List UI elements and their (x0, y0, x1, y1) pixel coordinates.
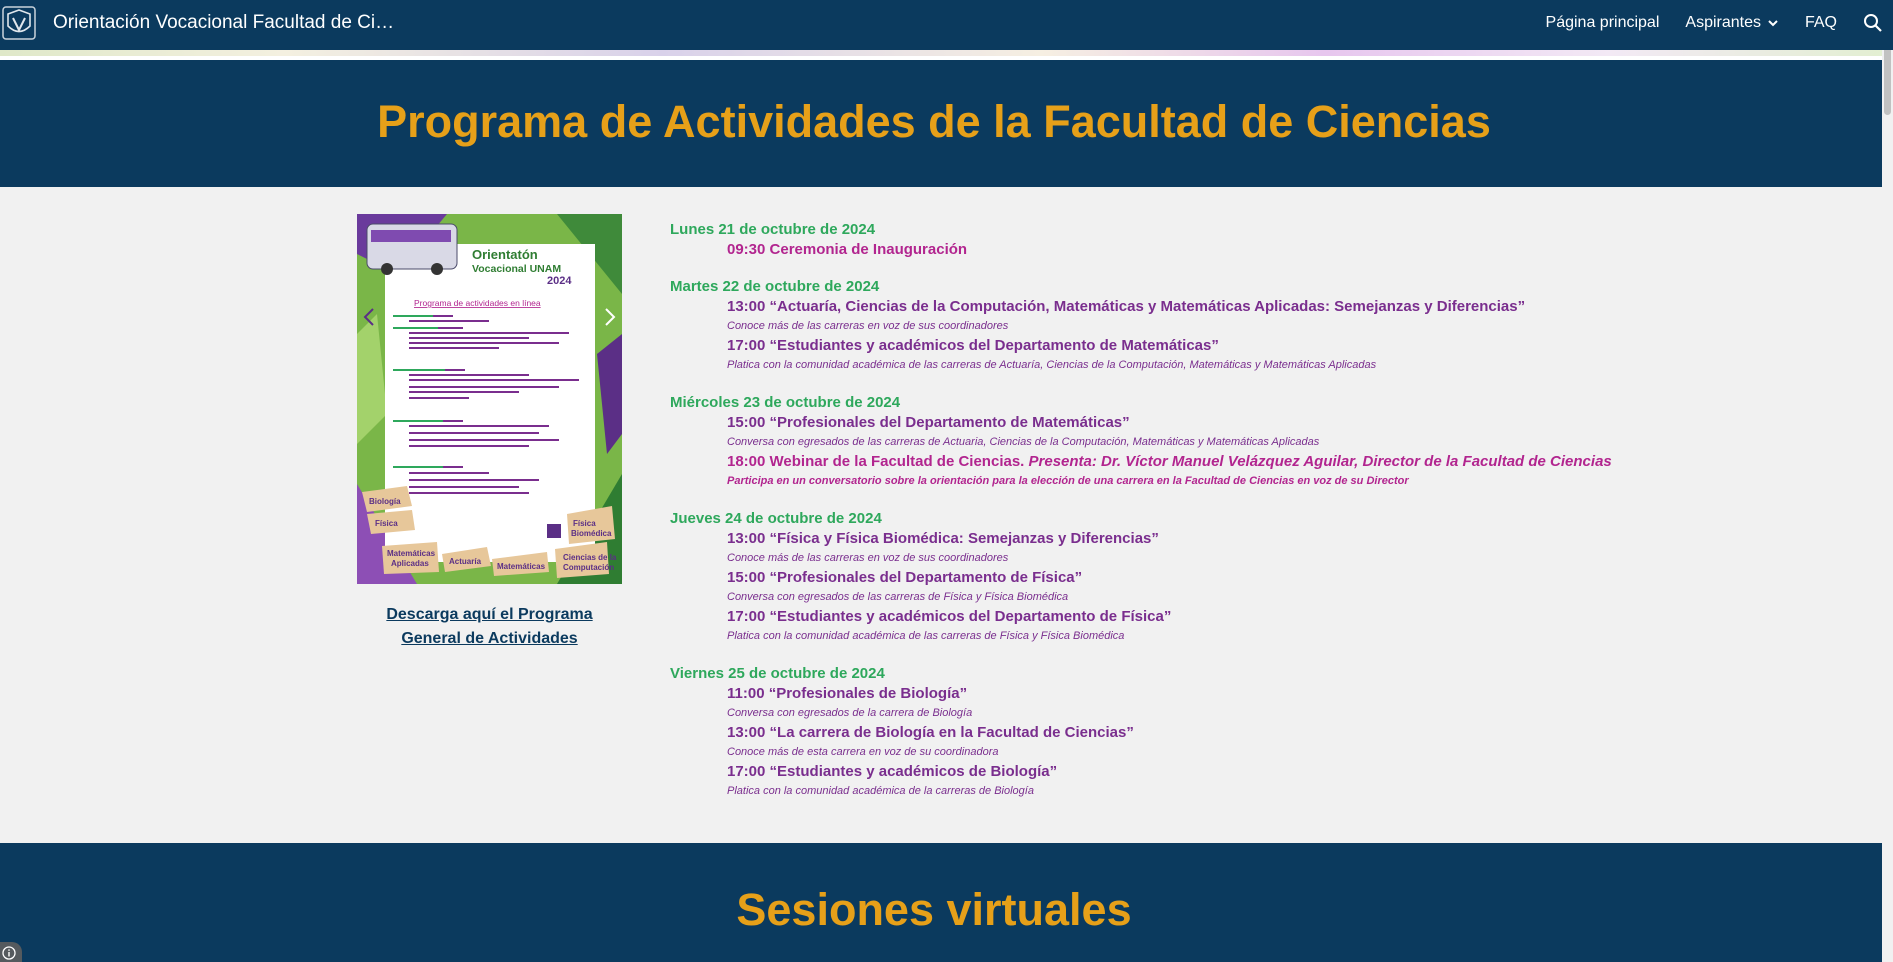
event-title: 15:00 “Profesionales del Departamento de Matemáticas” (727, 414, 1130, 431)
svg-text:Vocacional UNAM: Vocacional UNAM (472, 263, 562, 275)
event-item (727, 684, 1570, 723)
schedule-day (670, 393, 1612, 491)
chevron-down-icon (1767, 17, 1779, 29)
event-description: Conoce más de las carreras en voz de sus coordinadores (727, 320, 1009, 332)
event-title-text: 18:00 Webinar de la Facultad de Ciencias. (727, 453, 1029, 470)
svg-text:Matemáticas: Matemáticas (387, 549, 436, 558)
download-program-link[interactable]: Descarga aquí el Programa General de Actividades (386, 606, 593, 647)
event-description: Conoce más de las carreras en voz de sus coordinadores (727, 552, 1009, 564)
event-item (727, 529, 1570, 568)
nav-item-faq[interactable] (1805, 14, 1837, 32)
day-title: Miércoles 23 de octubre de 2024 (670, 394, 901, 411)
schedule-day (670, 509, 1570, 646)
event-description: Conversa con egresados de las carreras de Física y Física Biomédica (727, 591, 1069, 603)
schedule-day (670, 664, 1570, 801)
day-title: Viernes 25 de octubre de 2024 (670, 665, 885, 682)
svg-text:Física: Física (573, 519, 596, 528)
event-item (727, 762, 1570, 801)
schedule-day (670, 277, 1570, 375)
event-title: 17:00 “Estudiantes y académicos del Departamento de Física” (727, 608, 1172, 625)
event-title: 11:00 “Profesionales de Biología” (727, 685, 968, 702)
event-description: Conoce más de esta carrera en voz de su coordinadora (727, 746, 999, 758)
section-title: Sesiones virtuales (736, 884, 1132, 935)
site-title[interactable]: Orientación Vocacional Facultad de Ci… (53, 12, 395, 33)
event-description: Platica con la comunidad académica de las carreras de Actuaría, Ciencias de la Computación, Matemáticas y Matemáticas Aplicadas (727, 359, 1377, 371)
event-title: 17:00 “Estudiantes y académicos de Biología” (727, 763, 1058, 780)
main-nav (1546, 0, 1893, 46)
activity-schedule (670, 220, 1612, 819)
schedule-day (670, 220, 1570, 259)
event-title: 09:30 Ceremonia de Inauguración (727, 241, 968, 258)
event-item (727, 452, 1612, 491)
event-item (727, 568, 1570, 607)
svg-text:Ciencias de la: Ciencias de la (563, 553, 617, 562)
page-scrollbar[interactable] (1882, 0, 1893, 962)
event-item (727, 413, 1570, 452)
event-description: Participa en un conversatorio sobre la orientación para la elección de una carrera en la Facultad de Ciencias en voz de su Director (727, 475, 1409, 487)
event-description: Platica con la comunidad académica de la carreras de Biología (727, 785, 1034, 797)
nav-item-aspirantes[interactable] (1685, 14, 1779, 32)
event-title: 13:00 “La carrera de Biología en la Facultad de Ciencias” (727, 724, 1134, 741)
event-item (727, 723, 1570, 762)
event-description: Conversa con egresados de las carreras de Actuaria, Ciencias de la Computación, Matemáticas y Matemáticas Aplicadas (727, 436, 1320, 448)
svg-text:Matemáticas: Matemáticas (497, 562, 546, 571)
page-title: Programa de Actividades de la Facultad de Ciencias (377, 96, 1491, 147)
event-item (727, 607, 1570, 646)
nav-item-pagina-principal[interactable] (1546, 14, 1660, 32)
poster-badge: Biología (369, 497, 401, 506)
svg-text:Física: Física (375, 519, 398, 528)
event-title: 17:00 “Estudiantes y académicos del Departamento de Matemáticas” (727, 337, 1219, 354)
event-item (727, 336, 1570, 375)
event-title: 13:00 “Actuaría, Ciencias de la Computación, Matemáticas y Matemáticas Aplicadas: Semejanzas y Diferencias” (727, 298, 1526, 315)
info-button[interactable] (0, 942, 22, 962)
event-title (727, 452, 1612, 471)
day-title: Jueves 24 de octubre de 2024 (670, 510, 882, 527)
svg-text:Actuaría: Actuaría (449, 557, 482, 566)
info-icon (2, 946, 16, 960)
svg-text:Computación: Computación (563, 563, 615, 572)
event-item (727, 297, 1570, 336)
top-nav-bar (0, 0, 1893, 50)
event-title: 15:00 “Profesionales del Departamento de Física” (727, 569, 1083, 586)
event-description: Conversa con egresados de la carrera de Biología (727, 707, 973, 719)
event-description: Platica con la comunidad académica de las carreras de Física y Física Biomédica (727, 630, 1125, 642)
unam-logo-icon[interactable] (2, 6, 36, 40)
poster-subheading: Programa de actividades en línea (414, 298, 541, 308)
nav-item-label: Aspirantes (1685, 14, 1761, 31)
event-presenter: Presenta: Dr. Víctor Manuel Velázquez Aguilar, Director de la Facultad de Ciencias (1028, 453, 1612, 470)
svg-text:2024: 2024 (547, 275, 572, 287)
poster-graphic (357, 214, 622, 584)
program-poster-image[interactable] (357, 214, 622, 584)
event-title: 13:00 “Física y Física Biomédica: Semejanzas y Diferencias” (727, 530, 1159, 547)
svg-text:Biomédica: Biomédica (571, 529, 612, 538)
nav-item-label: Página principal (1545, 14, 1660, 31)
nav-item-label: FAQ (1804, 14, 1837, 31)
event-item (727, 240, 1570, 259)
day-title: Lunes 21 de octubre de 2024 (670, 221, 876, 238)
poster-heading: Orientatón (472, 247, 538, 262)
search-icon[interactable] (1863, 13, 1883, 33)
day-title: Martes 22 de octubre de 2024 (670, 278, 880, 295)
svg-text:Aplicadas: Aplicadas (391, 559, 429, 568)
